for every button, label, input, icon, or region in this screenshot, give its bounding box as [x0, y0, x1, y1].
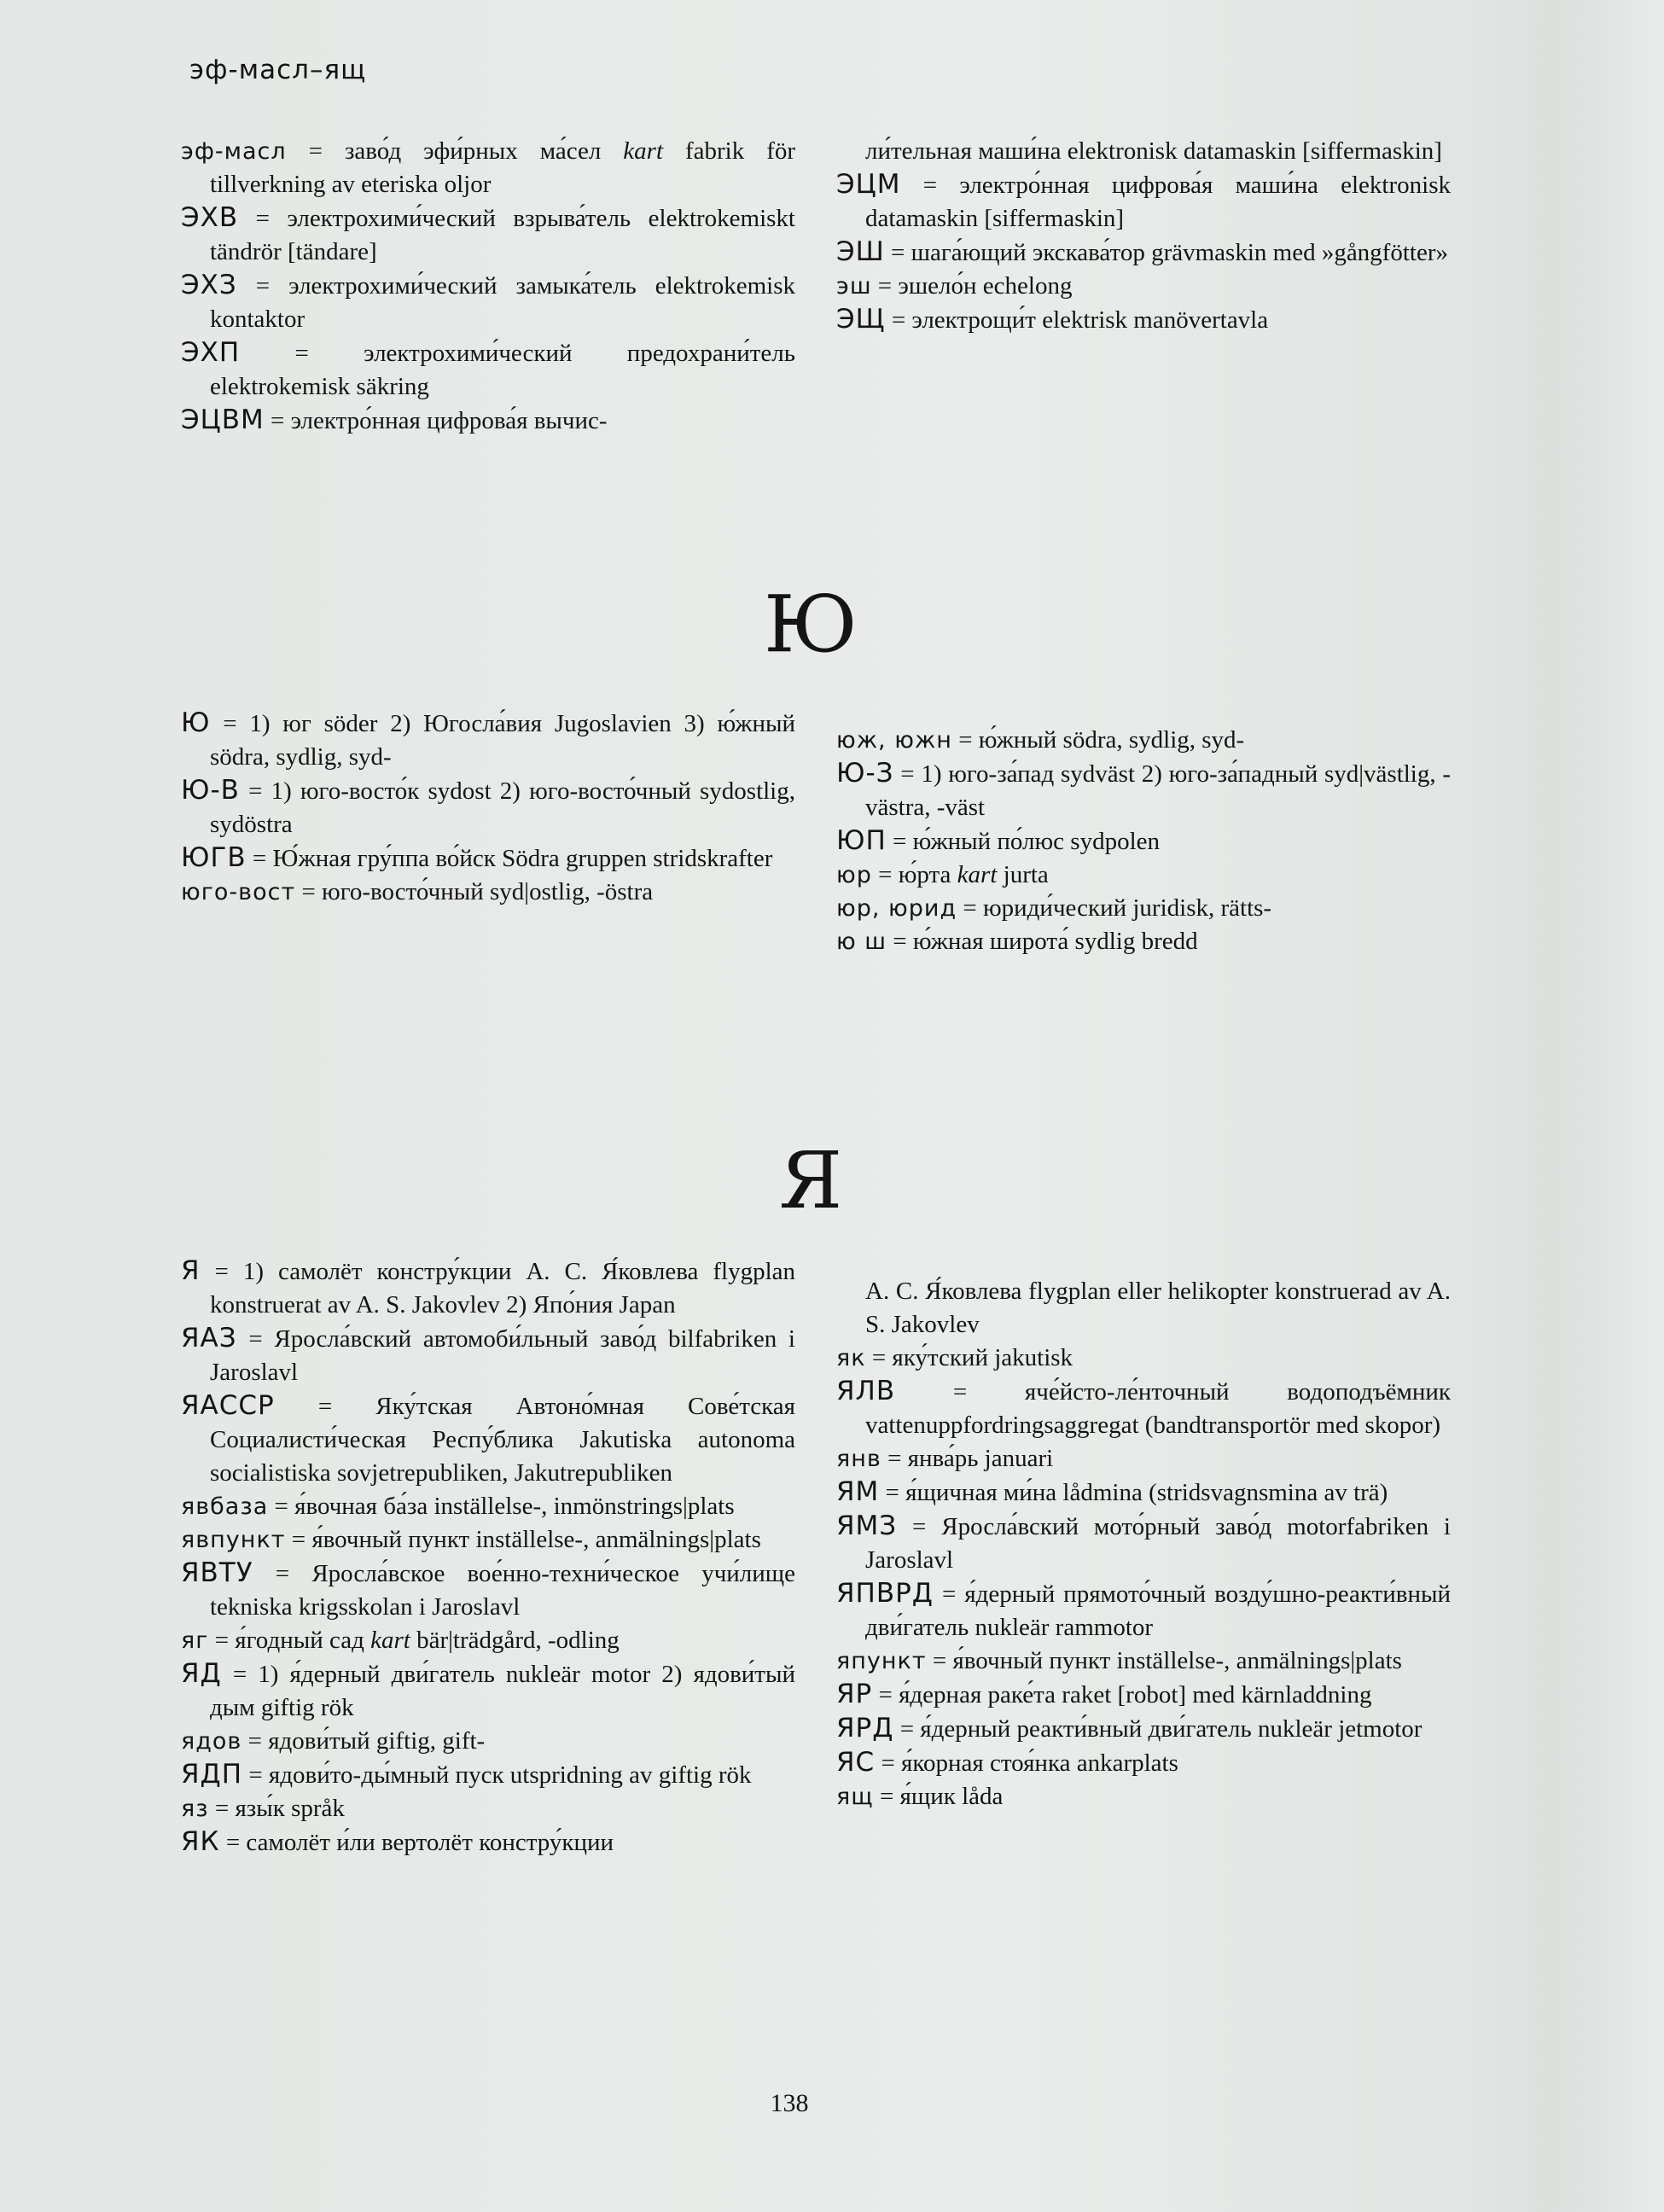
dictionary-entry: [181, 135, 795, 201]
entry-headword: ящ: [836, 1784, 874, 1810]
entry-definition: = я́щичная ми́на lådmina (stridsvagnsmina av trä): [879, 1479, 1388, 1506]
entry-definition: = электро́нная цифрова́я маши́на elektronisk datamaskin [siffermaskin]: [865, 172, 1451, 232]
dictionary-entry: [181, 841, 795, 876]
page-number: 138: [770, 2089, 809, 2117]
entry-definition: = я́корная стоя́нка ankarplats: [875, 1749, 1178, 1777]
running-head: эф-масл–ящ: [189, 55, 367, 85]
entry-headword: ЭХЗ: [181, 270, 237, 300]
entry-definition: = ядови́то-ды́мный пуск utspridning av giftig rök: [242, 1761, 752, 1789]
entry-definition-rest: jurta: [997, 861, 1049, 888]
dictionary-entry: [181, 1557, 795, 1624]
entry-definition: = язы́к språk: [208, 1795, 345, 1822]
dictionary-entry: [181, 336, 795, 404]
column-right-e: [836, 135, 1451, 337]
entry-definition: = я́вочная ба́за inställelse-, inmönstrings|plats: [268, 1493, 735, 1520]
dictionary-entry: [836, 824, 1451, 859]
entry-headword: ЯРД: [836, 1713, 894, 1743]
dictionary-entry: [836, 1780, 1451, 1813]
entry-headword: эш: [836, 273, 872, 300]
entry-headword: Ю-З: [836, 758, 894, 789]
entry-definition: = Яросла́вское вое́нно-техни́ческое учи́лище tekniska krigsskolan i Jaroslavl: [210, 1560, 795, 1621]
dictionary-entry: [836, 1510, 1451, 1577]
entry-list: [836, 168, 1451, 337]
entry-definition: = яче́йсто-ле́нточный водоподъёмник vattenuppfordringsaggregat (bandtransportör med skopor): [865, 1378, 1451, 1439]
entry-definition: = Яросла́вский автомоби́льный заво́д bilfabriken i Jaroslavl: [210, 1325, 795, 1386]
dictionary-entry: [836, 1644, 1451, 1678]
entry-headword: яг: [181, 1627, 209, 1654]
entry-headword: ЯМ: [836, 1476, 880, 1507]
entry-headword: ЭЦВМ: [181, 405, 265, 435]
entry-definition: = электрохими́ческий замыка́тель elektrokemisk kontaktor: [210, 272, 795, 333]
entry-definition: = я́дерный прямото́чный возду́шно-реакти́вный дви́гатель nukleär rammotor: [865, 1580, 1451, 1641]
dictionary-entry: [836, 1476, 1451, 1510]
entry-definition: = ю́жный по́люс sydpolen: [886, 828, 1160, 855]
entry-headword: Ю: [181, 707, 211, 738]
entry-headword: юж, южн: [836, 727, 952, 754]
entry-headword: эф-масл: [181, 138, 287, 165]
dictionary-entry: [836, 1678, 1451, 1712]
dictionary-entry: [181, 1624, 795, 1657]
entry-definition: = самолёт и́ли вертолёт констру́кции: [219, 1829, 614, 1856]
dictionary-entry: [836, 757, 1451, 824]
dictionary-entry: [836, 1375, 1451, 1442]
entry-definition: = электрохими́ческий предохрани́тель elektrokemisk säkring: [210, 340, 795, 400]
dictionary-entry: [836, 1577, 1451, 1644]
entry-headword: Ю-В: [181, 775, 240, 806]
dictionary-entry: [836, 1342, 1451, 1375]
entry-headword: ЯМЗ: [836, 1511, 898, 1541]
entry-definition: = я́дерный реакти́вный дви́гатель nukleär jetmotor: [893, 1715, 1423, 1743]
dictionary-entry: [181, 404, 795, 438]
entry-headword: ю ш: [836, 928, 887, 955]
entry-headword: ЯПВРД: [836, 1578, 934, 1609]
entry-headword: ЯАЗ: [181, 1323, 237, 1353]
entry-headword: ЯАССР: [181, 1390, 275, 1421]
dictionary-entry: [836, 1746, 1451, 1780]
entry-definition: = эшело́н echelong: [871, 272, 1073, 300]
entry-headword: яз: [181, 1796, 209, 1822]
dictionary-entry: [181, 876, 795, 909]
entry-definition: = электро́нная цифрова́я вычис-: [264, 407, 608, 434]
entry-headword: ЭХВ: [181, 202, 239, 233]
entry-definition: = я́дерная раке́та raket [robot] med kärnladdning: [872, 1681, 1372, 1708]
column-right-yu: [836, 724, 1451, 958]
entry-headword: янв: [836, 1446, 881, 1472]
dictionary-entry: [836, 1442, 1451, 1476]
dictionary-entry: [181, 1254, 795, 1322]
entry-definition: = 1) самолёт констру́кции А. С. Я́ковлева flygplan konstruerat av A. S. Jakovlev 2) Япо́ния Japan: [200, 1258, 795, 1318]
entry-definition: = я́вочный пункт inställelse-, anmälnings|plats: [926, 1647, 1402, 1674]
column-left-yu: [181, 707, 795, 909]
entry-definition: = 1) юг söder 2) Югосла́вия Jugoslavien 3) ю́жный södra, sydlig, syd-: [210, 710, 795, 771]
entry-abbreviation-italic: kart: [370, 1627, 410, 1654]
entry-definition: = ю́жный södra, sydlig, syd-: [951, 726, 1245, 754]
entry-definition: = заво́д эфи́рных ма́сел: [286, 137, 624, 165]
entry-definition: = юго-восто́чный syd|ostlig, -östra: [295, 878, 654, 905]
dictionary-entry: [181, 1758, 795, 1792]
dictionary-entry: [181, 1523, 795, 1557]
dictionary-entry: [836, 859, 1451, 892]
continuation-text: ли́тельная маши́на elektronisk datamaskin [siffermaskin]: [865, 137, 1442, 165]
dictionary-entry: [181, 1389, 795, 1490]
entry-definition-rest: fabrik för tillverkning av eteriska oljor: [210, 137, 796, 198]
entry-definition: = юриди́ческий juridisk, rätts-: [957, 894, 1272, 922]
entry-definition: = я́годный сад: [208, 1627, 371, 1654]
column-right-ya: [836, 1275, 1451, 1813]
dictionary-entry: [181, 201, 795, 269]
entry-definition: = Яросла́вский мото́рный заво́д motorfabriken i Jaroslavl: [865, 1513, 1451, 1574]
entry-headword: ЯС: [836, 1747, 876, 1778]
entry-headword: юр, юрид: [836, 895, 957, 922]
entry-headword: ЯЛВ: [836, 1376, 896, 1406]
entry-headword: явпункт: [181, 1527, 286, 1553]
entry-abbreviation-italic: kart: [957, 861, 998, 888]
entry-list: [836, 1342, 1451, 1813]
entry-headword: ЮГВ: [181, 842, 247, 873]
entry-headword: юр: [836, 862, 872, 888]
entry-headword: ЮП: [836, 825, 887, 856]
entry-headword: ЭХП: [181, 337, 241, 368]
entry-headword: ЭШ: [836, 236, 885, 267]
entry-definition: = шага́ющий экскава́тор grävmaskin med »gångfötter»: [884, 239, 1448, 266]
dictionary-entry: [836, 236, 1451, 270]
entry-headword: явбаза: [181, 1493, 269, 1520]
entry-definition: = 1) я́дерный дви́гатель nukleär motor 2) ядови́тый дым giftig rök: [210, 1661, 795, 1721]
entry-headword: ЯР: [836, 1679, 873, 1709]
dictionary-entry: [181, 1792, 795, 1825]
column-left-ya: [181, 1254, 795, 1860]
entry-headword: Я: [181, 1255, 201, 1286]
dictionary-entry: [181, 774, 795, 841]
column-left-e: [181, 135, 795, 438]
dictionary-entry: [836, 168, 1451, 236]
entry-definition: = 1) юго-за́пад sydväst 2) юго-за́падный syd|västlig, -västra, -väst: [865, 760, 1451, 821]
dictionary-entry: [181, 1825, 795, 1860]
dictionary-entry: [181, 1657, 795, 1725]
dictionary-entry: [181, 269, 795, 336]
entry-definition: = я́щик låda: [873, 1783, 1004, 1810]
dictionary-entry: [836, 892, 1451, 925]
dictionary-entry: [181, 1322, 795, 1389]
page-gutter-shadow: [1536, 0, 1664, 2212]
entry-definition: = яку́тский jakutisk: [865, 1344, 1073, 1371]
entry-definition: = электрохими́ческий взрыва́тель elektrokemiskt tändrör [tändare]: [210, 205, 795, 265]
entry-definition: = 1) юго-восто́к sydost 2) юго-восто́чный sydostlig, sydöstra: [210, 777, 795, 838]
entry-definition: = Ю́жная гру́ппа во́йск Södra gruppen stridskrafter: [246, 845, 773, 872]
dictionary-entry: [836, 1712, 1451, 1746]
dictionary-entry: [836, 303, 1451, 337]
dictionary-entry: [181, 1725, 795, 1758]
entry-definition: = ю́жная широта́ sydlig bredd: [887, 928, 1198, 955]
entry-headword: юго-вост: [181, 879, 296, 905]
entry-headword: ЭЦМ: [836, 169, 901, 200]
continuation-text: А. С. Я́ковлева flygplan eller helikopter konstruerad av A. S. Jakovlev: [865, 1278, 1451, 1338]
dictionary-entry: [181, 1490, 795, 1523]
entry-headword: ядов: [181, 1728, 242, 1755]
entry-abbreviation-italic: kart: [623, 137, 664, 165]
entry-definition: = янва́рь januari: [881, 1445, 1054, 1472]
dictionary-entry: [836, 270, 1451, 303]
entry-headword: ЯВТУ: [181, 1557, 253, 1588]
entry-definition: = я́вочный пункт inställelse-, anmälnings|plats: [285, 1526, 761, 1553]
section-letter-yu: Ю: [764, 579, 858, 670]
dictionary-entry: [836, 724, 1451, 757]
entry-definition: = Яку́тская Автоно́мная Сове́тская Социалисти́ческая Респу́блика Jakutiska autonoma socialistiska sovjetrepubliken, Jakutrepubliken: [210, 1393, 795, 1487]
entry-headword: ЯД: [181, 1658, 222, 1689]
entry-definition: = электрощи́т elektrisk manövertavla: [885, 306, 1269, 334]
entry-headword: ЯДП: [181, 1759, 243, 1790]
entry-headword: ЯК: [181, 1826, 220, 1857]
entry-definition: = ю́рта: [871, 861, 957, 888]
entry-headword: як: [836, 1345, 866, 1371]
entry-headword: япункт: [836, 1648, 927, 1674]
dictionary-entry: [836, 925, 1451, 958]
entry-definition-rest: bär|trädgård, -odling: [410, 1627, 620, 1654]
section-letter-ya: Я: [778, 1135, 843, 1226]
dictionary-entry: [181, 707, 795, 774]
entry-headword: ЭЩ: [836, 304, 886, 335]
entry-definition: = ядови́тый giftig, gift-: [241, 1727, 486, 1755]
